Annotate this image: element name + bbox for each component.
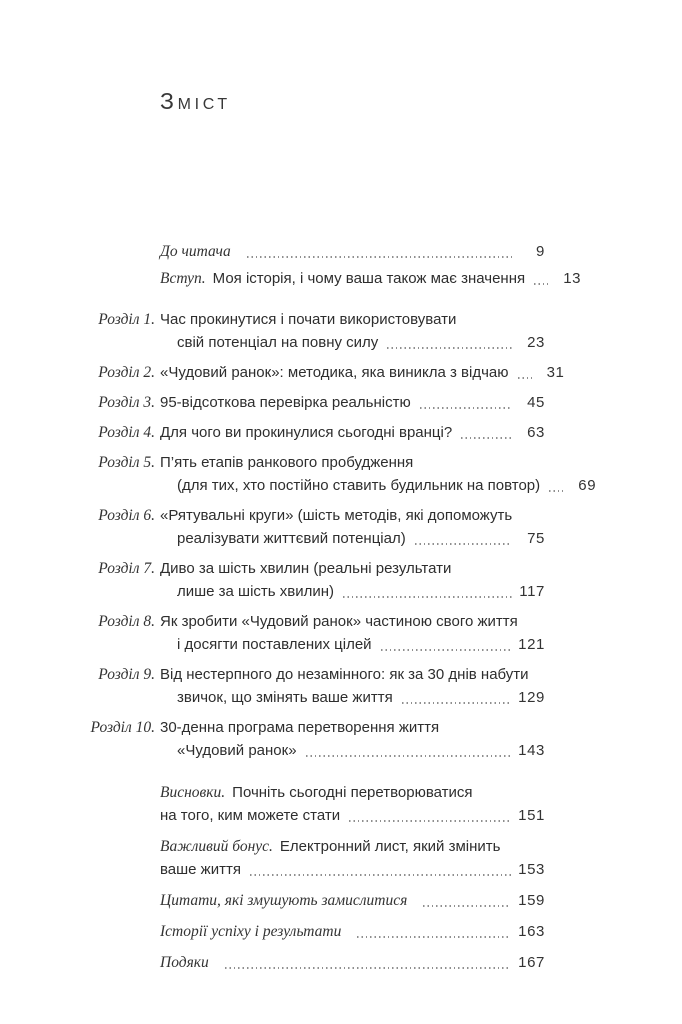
toc-section-back-matter bbox=[160, 781, 545, 974]
entry-title-text: Для чого ви прокинулися сьогодні вранці? bbox=[160, 424, 453, 441]
chapter-label: Розділ 8. bbox=[98, 613, 155, 630]
page-number: 45 bbox=[527, 394, 545, 411]
toc-section-chapters bbox=[90, 308, 597, 762]
entry-label: Висновки. bbox=[160, 784, 226, 801]
page-number: 13 bbox=[563, 270, 582, 287]
entry-title-text: свій потенціал на повну силу bbox=[177, 334, 379, 351]
toc-entry-line bbox=[98, 504, 545, 527]
toc-entry-line bbox=[160, 633, 545, 656]
entry-title-text: ваше життя bbox=[160, 861, 241, 878]
dot-leader bbox=[415, 543, 512, 545]
toc-entry-line bbox=[160, 920, 545, 943]
entry-title-text: реалізувати життєвий потенціал) bbox=[177, 530, 406, 547]
entry-label: Цитати, які змушують замислитися bbox=[160, 892, 408, 909]
entry-label: Подяки bbox=[160, 954, 209, 971]
toc-entry bbox=[160, 920, 545, 943]
page-number: 129 bbox=[518, 689, 545, 706]
toc-entry-line bbox=[98, 391, 545, 414]
toc-entry-line bbox=[160, 889, 545, 912]
toc-entry-line bbox=[90, 716, 545, 739]
page-number: 163 bbox=[518, 923, 545, 940]
toc-entry bbox=[160, 267, 582, 290]
dot-leader bbox=[349, 820, 511, 822]
dot-leader bbox=[534, 283, 548, 285]
dot-leader bbox=[518, 377, 532, 379]
page-number: 121 bbox=[518, 636, 545, 653]
toc-entry-line bbox=[98, 610, 545, 633]
chapter-label: Розділ 4. bbox=[98, 424, 155, 441]
dot-leader bbox=[402, 702, 511, 704]
dot-leader bbox=[250, 874, 511, 876]
entry-label: Історії успіху і результати bbox=[160, 923, 342, 940]
toc-entry bbox=[160, 835, 545, 881]
toc-entry-line bbox=[98, 451, 545, 474]
chapter-label: Розділ 2. bbox=[98, 364, 155, 381]
toc-entry bbox=[160, 951, 545, 974]
toc-entry bbox=[98, 557, 545, 603]
chapter-label: Розділ 3. bbox=[98, 394, 155, 411]
page-title: Зміст bbox=[160, 88, 231, 114]
toc-entry-line bbox=[160, 858, 545, 881]
entry-title-text: П’ять етапів ранкового пробудження bbox=[160, 454, 414, 471]
toc-entry bbox=[98, 391, 545, 414]
chapter-label: Розділ 7. bbox=[98, 560, 155, 577]
page-number: 23 bbox=[527, 334, 545, 351]
toc-entry-line bbox=[98, 361, 565, 384]
entry-title-text: звичок, що змінять ваше життя bbox=[177, 689, 393, 706]
dot-leader bbox=[343, 596, 512, 598]
page-number: 69 bbox=[578, 477, 597, 494]
toc-entry-line bbox=[160, 804, 545, 827]
entry-title-text: Електронний лист, який змінить bbox=[279, 838, 501, 855]
toc-entry bbox=[98, 451, 597, 497]
toc-entry-line bbox=[160, 835, 545, 858]
dot-leader bbox=[247, 256, 512, 258]
entry-title-text: 95-відсоткова перевірка реальністю bbox=[160, 394, 411, 411]
toc-entry-line bbox=[98, 663, 545, 686]
toc-entry bbox=[160, 240, 545, 263]
entry-title-text: «Чудовий ранок» bbox=[177, 742, 297, 759]
toc-entry-line bbox=[160, 474, 597, 497]
toc-entry bbox=[98, 421, 545, 444]
entry-title-text: (для тих, хто постійно ставить будильник на повтор) bbox=[177, 477, 541, 494]
toc-entry bbox=[98, 610, 545, 656]
entry-title-text: Як зробити «Чудовий ранок» частиною свого життя bbox=[160, 613, 518, 630]
dot-leader bbox=[420, 407, 512, 409]
entry-title-text: на того, ким можете стати bbox=[160, 807, 341, 824]
toc-section-front-matter bbox=[160, 240, 582, 290]
page-number: 143 bbox=[518, 742, 545, 759]
page-number: 159 bbox=[518, 892, 545, 909]
toc-entry-line bbox=[160, 240, 545, 263]
dot-leader bbox=[461, 437, 512, 439]
dot-leader bbox=[306, 755, 512, 757]
page-number: 167 bbox=[518, 954, 545, 971]
entry-title-text: і досягти поставлених цілей bbox=[177, 636, 372, 653]
entry-label: Важливий бонус. bbox=[160, 838, 273, 855]
toc-entry bbox=[98, 504, 545, 550]
chapter-label: Розділ 10. bbox=[90, 719, 155, 736]
entry-label: Вступ. bbox=[160, 270, 206, 287]
chapter-label: Розділ 1. bbox=[98, 311, 155, 328]
table-of-contents bbox=[90, 240, 597, 974]
toc-entry-line bbox=[160, 267, 582, 290]
toc-entry bbox=[90, 716, 545, 762]
toc-entry-line bbox=[160, 527, 545, 550]
entry-label: До читача bbox=[160, 243, 231, 260]
toc-entry bbox=[98, 663, 545, 709]
entry-title-text: Диво за шість хвилин (реальні результати bbox=[160, 560, 452, 577]
entry-title-text: 30-денна програма перетворення життя bbox=[160, 719, 440, 736]
page-number: 31 bbox=[546, 364, 565, 381]
page-number: 63 bbox=[527, 424, 545, 441]
entry-title-text: Моя історія, і чому ваша також має значення bbox=[212, 270, 526, 287]
toc-entry-line bbox=[160, 951, 545, 974]
entry-title-text: «Рятувальні круги» (шість методів, які допоможуть bbox=[160, 507, 513, 524]
entry-title-text: лише за шість хвилин) bbox=[177, 583, 335, 600]
toc-entry-line bbox=[160, 580, 545, 603]
toc-entry-line bbox=[98, 421, 545, 444]
toc-entry-line bbox=[98, 308, 545, 331]
chapter-label: Розділ 6. bbox=[98, 507, 155, 524]
toc-entry-line bbox=[160, 781, 545, 804]
dot-leader bbox=[357, 936, 511, 938]
toc-entry-line bbox=[98, 557, 545, 580]
toc-entry bbox=[98, 361, 565, 384]
toc-entry bbox=[160, 889, 545, 912]
entry-title-text: Час прокинутися і почати використовувати bbox=[160, 311, 457, 328]
dot-leader bbox=[423, 905, 511, 907]
dot-leader bbox=[387, 347, 512, 349]
dot-leader bbox=[549, 490, 563, 492]
page-number: 153 bbox=[518, 861, 545, 878]
toc-entry bbox=[98, 308, 545, 354]
page-number: 75 bbox=[527, 530, 545, 547]
toc-entry-line bbox=[160, 739, 545, 762]
dot-leader bbox=[381, 649, 512, 651]
chapter-label: Розділ 9. bbox=[98, 666, 155, 683]
entry-title-text: Почніть сьогодні перетворюватися bbox=[232, 784, 473, 801]
page-number: 151 bbox=[518, 807, 545, 824]
page-number: 117 bbox=[519, 583, 545, 600]
page-number: 9 bbox=[536, 243, 545, 260]
toc-entry-line bbox=[160, 331, 545, 354]
entry-title-text: «Чудовий ранок»: методика, яка виникла з відчаю bbox=[160, 364, 509, 381]
entry-title-text: Від нестерпного до незамінного: як за 30 днів набути bbox=[160, 666, 529, 683]
chapter-label: Розділ 5. bbox=[98, 454, 155, 471]
dot-leader bbox=[225, 967, 511, 969]
toc-entry-line bbox=[160, 686, 545, 709]
toc-entry bbox=[160, 781, 545, 827]
